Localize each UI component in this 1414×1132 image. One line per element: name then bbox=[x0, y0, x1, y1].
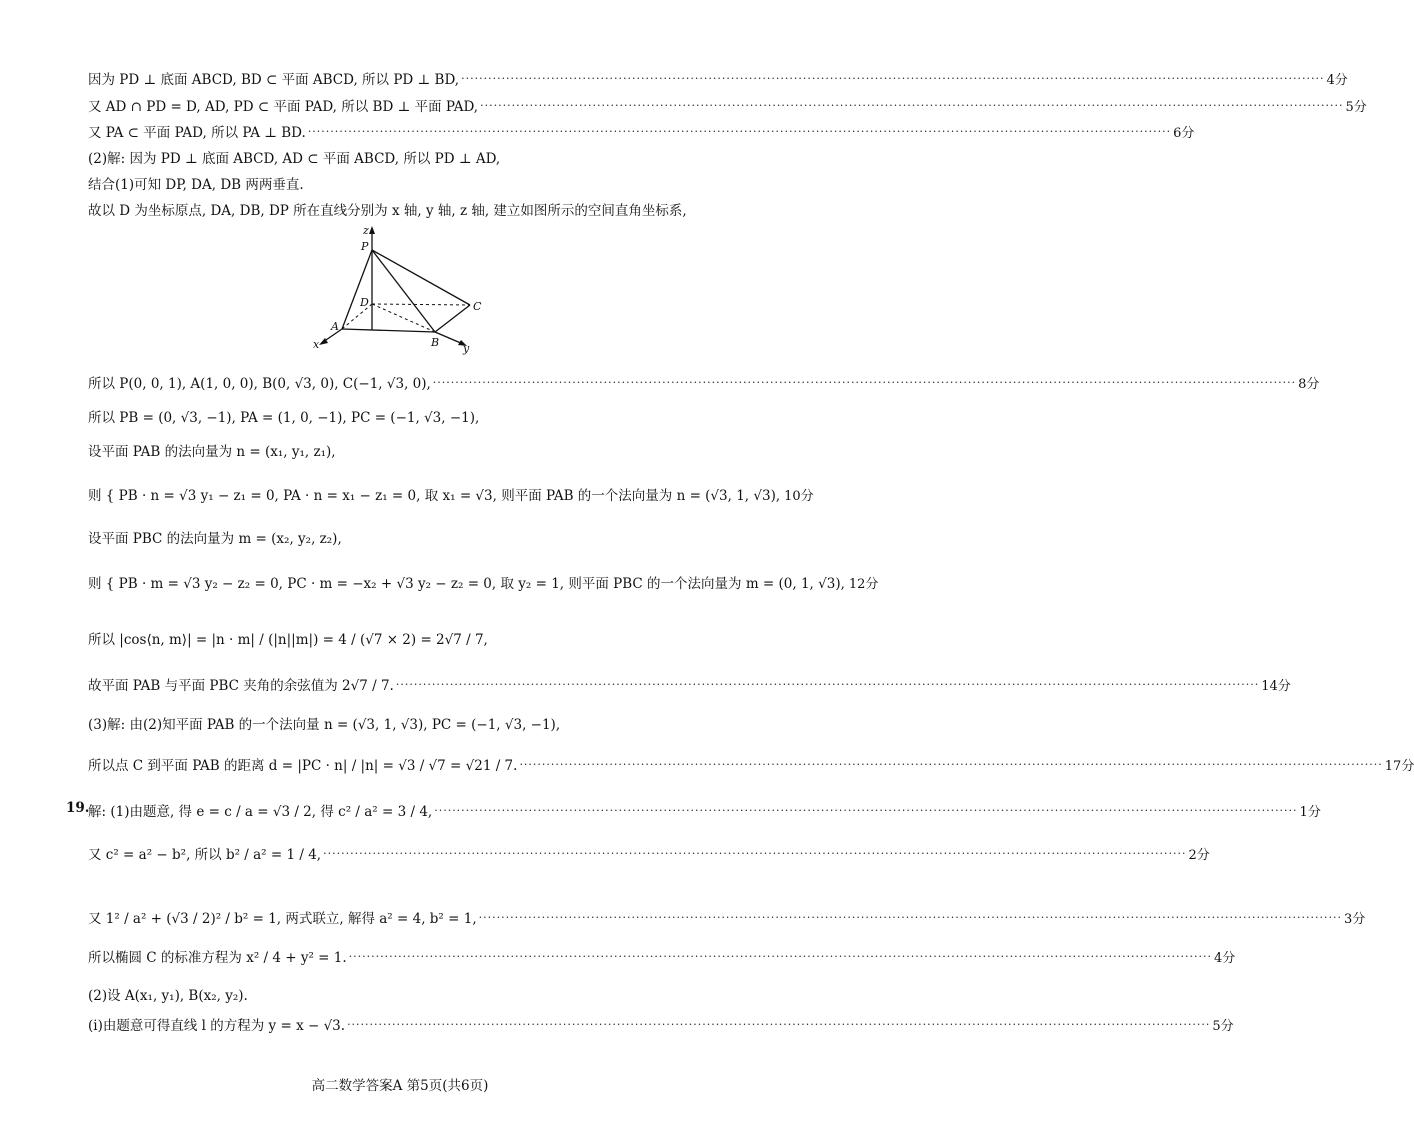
solution-line: 设平面 PAB 的法向量为 n = (x₁, y₁, z₁), bbox=[88, 444, 336, 460]
score-points: 5分 bbox=[1345, 99, 1367, 115]
solution-line: (3)解: 由(2)知平面 PAB 的一个法向量 n = (√3, 1, √3), PC = (−1, √3, −1), bbox=[88, 717, 561, 733]
line-text: 故平面 PAB 与平面 PBC 夹角的余弦值为 2√7 / 7. bbox=[88, 678, 394, 694]
line-text: 又 AD ∩ PD = D, AD, PD ⊂ 平面 PAD, 所以 BD ⊥ 平面 PAD, bbox=[88, 99, 479, 115]
line-text: 所以点 C 到平面 PAB 的距离 d = |PC · n| / |n| = √3 / √7 = √21 / 7. bbox=[88, 758, 518, 774]
score-points: 5分 bbox=[1212, 1018, 1234, 1034]
edge-ab bbox=[342, 329, 435, 332]
label-x: x bbox=[313, 338, 320, 351]
solution-line bbox=[88, 907, 1366, 927]
edge-pc bbox=[372, 250, 470, 305]
edge-db bbox=[372, 304, 435, 332]
line-text: 又 c² = a² − b², 所以 b² / a² = 1 / 4, bbox=[88, 847, 322, 863]
line-text: (i)由题意可得直线 l 的方程为 y = x − √3. bbox=[88, 1018, 346, 1034]
leader-dots bbox=[347, 1018, 1210, 1031]
label-b: B bbox=[431, 336, 440, 349]
label-p: P bbox=[361, 240, 369, 253]
score-points: 8分 bbox=[1298, 376, 1320, 392]
page-footer: 高二数学答案A 第5页(共6页) bbox=[311, 1078, 489, 1094]
solution-line: 所以 PB = (0, √3, −1), PA = (1, 0, −1), PC = (−1, √3, −1), bbox=[88, 410, 480, 426]
question-number: 19. bbox=[66, 800, 90, 816]
solution-line: 故以 D 为坐标原点, DA, DB, DP 所在直线分别为 x 轴, y 轴, z 轴, 建立如图所示的空间直角坐标系, bbox=[88, 203, 687, 219]
solution-line bbox=[88, 754, 1414, 774]
score-points: 4分 bbox=[1214, 950, 1236, 966]
leader-dots bbox=[480, 99, 1343, 112]
score-points: 1分 bbox=[1299, 804, 1321, 820]
line-text: 解: (1)由题意, 得 e = c / a = √3 / 2, 得 c² / a² = 3 / 4, bbox=[88, 804, 433, 820]
score-points: 3分 bbox=[1343, 911, 1366, 927]
solution-line bbox=[88, 572, 879, 592]
line-text: 则 { PB · n = √3 y₁ − z₁ = 0, PA · n = x₁ − z₁ = 0, 取 x₁ = √3, 则平面 PAB 的一个法向量为 n = (√3, 1, √3), bbox=[88, 488, 781, 504]
score-points: 10分 bbox=[784, 488, 814, 504]
leader-dots bbox=[396, 678, 1259, 691]
solution-line bbox=[88, 68, 1348, 88]
solution-line bbox=[88, 1014, 1234, 1034]
solution-line bbox=[88, 372, 1320, 392]
label-z: z bbox=[363, 224, 369, 237]
leader-dots bbox=[461, 72, 1324, 85]
solution-line bbox=[88, 121, 1195, 141]
solution-line: 所以 |cos⟨n, m⟩| = |n · m| / (|n||m|) = 4 / (√7 × 2) = 2√7 / 7, bbox=[88, 632, 488, 648]
z-arrow bbox=[369, 226, 375, 234]
label-c: C bbox=[473, 300, 482, 313]
leader-dots bbox=[519, 758, 1382, 771]
solution-line bbox=[88, 843, 1210, 863]
edge-pb bbox=[372, 250, 435, 332]
leader-dots bbox=[434, 804, 1297, 817]
solution-line: 结合(1)可知 DP, DA, DB 两两垂直. bbox=[88, 177, 304, 193]
line-text: 又 PA ⊂ 平面 PAD, 所以 PA ⊥ BD. bbox=[88, 125, 306, 141]
label-a: A bbox=[331, 320, 339, 333]
score-points: 14分 bbox=[1261, 678, 1291, 694]
solution-line bbox=[88, 946, 1236, 966]
solution-line bbox=[88, 674, 1291, 694]
pyramid-figure bbox=[305, 222, 505, 355]
line-text: 因为 PD ⊥ 底面 ABCD, BD ⊂ 平面 ABCD, 所以 PD ⊥ BD, bbox=[88, 72, 460, 88]
score-points: 6分 bbox=[1173, 125, 1195, 141]
label-d: D bbox=[360, 296, 369, 309]
score-points: 4分 bbox=[1326, 72, 1348, 88]
solution-line bbox=[88, 484, 814, 504]
edge-bc bbox=[435, 305, 470, 332]
leader-dots bbox=[433, 376, 1296, 389]
solution-line bbox=[88, 800, 1321, 820]
score-points: 2分 bbox=[1188, 847, 1210, 863]
solution-line: (2)解: 因为 PD ⊥ 底面 ABCD, AD ⊂ 平面 ABCD, 所以 PD ⊥ AD, bbox=[88, 151, 501, 167]
score-points: 17分 bbox=[1384, 758, 1414, 774]
line-text: 所以椭圆 C 的标准方程为 x² / 4 + y² = 1. bbox=[88, 950, 347, 966]
leader-dots bbox=[308, 125, 1171, 138]
leader-dots bbox=[323, 847, 1186, 860]
solution-line: (2)设 A(x₁, y₁), B(x₂, y₂). bbox=[88, 988, 248, 1004]
leader-dots bbox=[479, 911, 1342, 924]
leader-dots bbox=[349, 950, 1212, 963]
edge-dc bbox=[372, 304, 470, 305]
line-text: 所以 P(0, 0, 1), A(1, 0, 0), B(0, √3, 0), C(−1, √3, 0), bbox=[88, 376, 431, 392]
solution-line bbox=[88, 95, 1367, 115]
solution-line: 设平面 PBC 的法向量为 m = (x₂, y₂, z₂), bbox=[88, 531, 342, 547]
score-points: 12分 bbox=[848, 576, 879, 592]
line-text: 则 { PB · m = √3 y₂ − z₂ = 0, PC · m = −x₂ + √3 y₂ − z₂ = 0, 取 y₂ = 1, 则平面 PBC 的一个法向量为 m = (0, 1, √3), bbox=[88, 576, 845, 592]
label-y: y bbox=[463, 342, 470, 355]
line-text: 又 1² / a² + (√3 / 2)² / b² = 1, 两式联立, 解得 a² = 4, b² = 1, bbox=[88, 911, 477, 927]
y-axis bbox=[435, 332, 463, 344]
